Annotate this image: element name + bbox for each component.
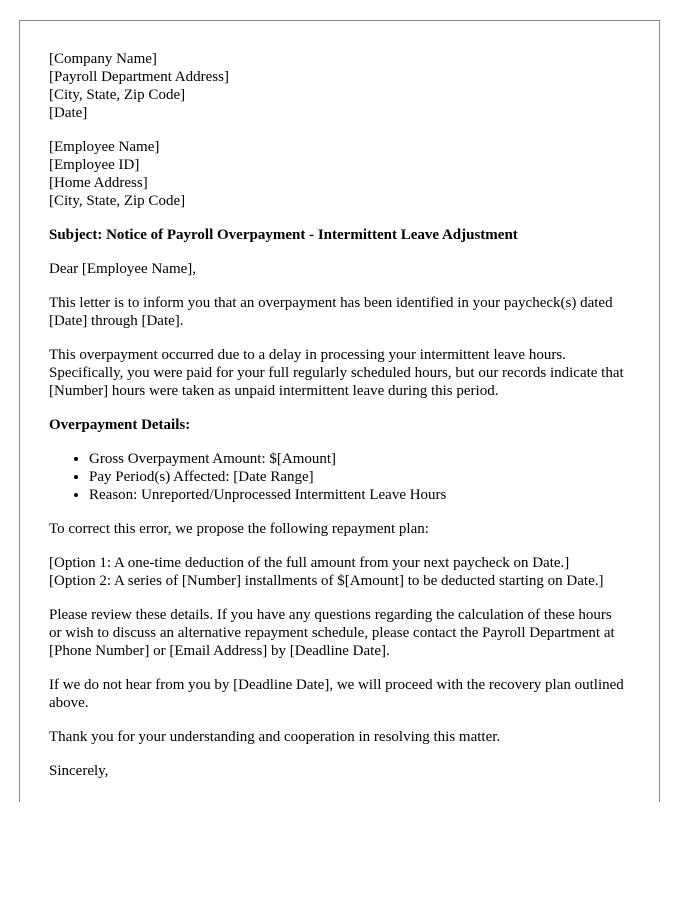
recipient-address-block <box>49 138 624 210</box>
recipient-address: [Home Address] <box>49 175 148 191</box>
repayment-options <box>49 554 624 590</box>
closing: Sincerely, <box>49 763 109 779</box>
sender-city: [City, State, Zip Code] <box>49 87 186 103</box>
sender-address-block <box>49 50 624 122</box>
details-list <box>49 450 624 504</box>
repayment-intro: To correct this error, we propose the following repayment plan: <box>49 521 429 537</box>
review-paragraph: Please review these details. If you have any questions regarding the calculation of these hours or wish to discuss an alternative repayment schedule, please contact the Payroll Department at [Phone Number] or [Email Address] by [Deadline Date]. <box>49 607 615 659</box>
repayment-option-2: [Option 2: A series of [Number] installments of $[Amount] to be deducted starting on Date.] <box>49 573 604 589</box>
letter-content <box>49 50 624 780</box>
deadline-paragraph: If we do not hear from you by [Deadline Date], we will proceed with the recovery plan outlined above. <box>49 677 624 711</box>
letter-subject: Subject: Notice of Payroll Overpayment - Intermittent Leave Adjustment <box>49 227 518 243</box>
recipient-name: [Employee Name] <box>49 139 160 155</box>
letter-page <box>19 20 660 802</box>
salutation: Dear [Employee Name], <box>49 261 197 277</box>
thanks-paragraph: Thank you for your understanding and cooperation in resolving this matter. <box>49 729 501 745</box>
letter-date: [Date] <box>49 105 88 121</box>
recipient-city: [City, State, Zip Code] <box>49 193 186 209</box>
details-heading: Overpayment Details: <box>49 417 191 433</box>
list-item: • Pay Period(s) Affected: [Date Range] <box>89 468 624 486</box>
cause-paragraph: This overpayment occurred due to a delay in processing your intermittent leave hours. Specifically, you were paid for your full regularly scheduled hours, but our records indicate that [Number] hours were taken as unpaid intermittent leave during this period. <box>49 347 624 399</box>
repayment-option-1: [Option 1: A one-time deduction of the full amount from your next paycheck on Date.] <box>49 555 570 571</box>
recipient-id: [Employee ID] <box>49 157 140 173</box>
sender-address: [Payroll Department Address] <box>49 69 229 85</box>
list-item: • Reason: Unreported/Unprocessed Intermittent Leave Hours <box>89 486 624 504</box>
intro-paragraph: This letter is to inform you that an overpayment has been identified in your paycheck(s) dated [Date] through [Date]. <box>49 295 613 329</box>
sender-company: [Company Name] <box>49 51 157 67</box>
list-item: • Gross Overpayment Amount: $[Amount] <box>89 450 624 468</box>
